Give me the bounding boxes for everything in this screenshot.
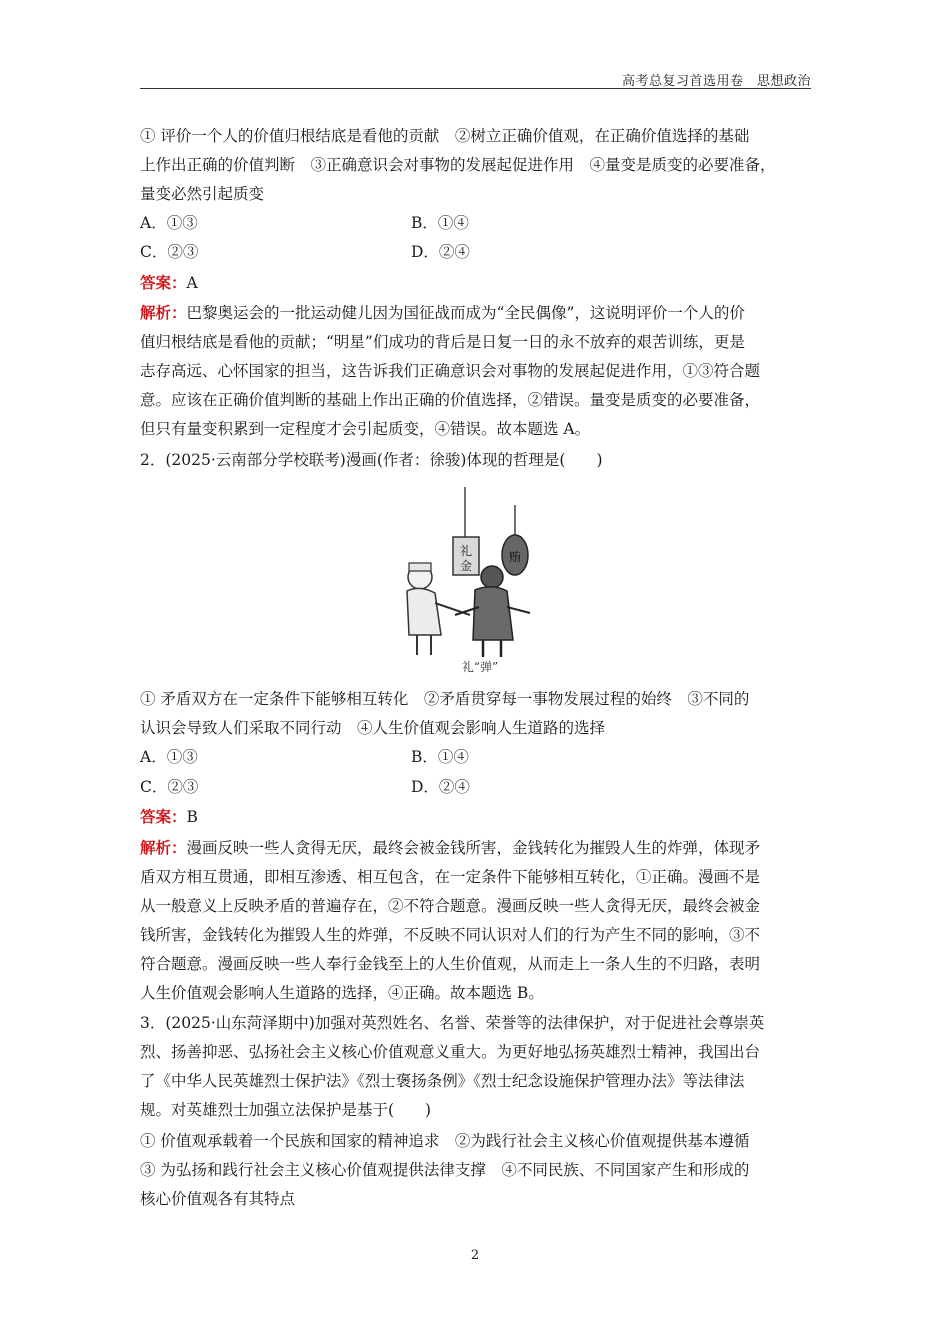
cartoon-caption: 礼“弹” bbox=[461, 660, 499, 674]
q2-option-a: A．①③ bbox=[140, 748, 198, 766]
cartoon-illustration bbox=[395, 485, 565, 675]
analysis-label: 解析： bbox=[140, 303, 187, 322]
answer-label: 答案： bbox=[140, 807, 187, 826]
q1-statement-line: 量变必然引起质变 bbox=[140, 185, 265, 203]
q2-stem: 2．(2025·云南部分学校联考)漫画(作者：徐骏)体现的哲理是( ) bbox=[140, 451, 603, 469]
q3-statement-line: 核心价值观各有其特点 bbox=[140, 1190, 296, 1208]
q1-statement-line: ① 评价一个人的价值归根结底是看他的贡献 ②树立正确价值观，在正确价值选择的基础 bbox=[140, 127, 750, 145]
q2-option-b: B．①④ bbox=[411, 748, 469, 766]
analysis-text: 漫画反映一些人贪得无厌，最终会被金钱所害，金钱转化为摧毁人生的炸弹，体现矛 bbox=[186, 839, 761, 857]
q2-analysis-line: 人生价值观会影响人生道路的选择，④正确。故本题选 B。 bbox=[140, 984, 544, 1002]
analysis-label: 解析： bbox=[140, 838, 187, 857]
q1-analysis-line: 但只有量变积累到一定程度才会引起质变，④错误。故本题选 A。 bbox=[140, 420, 591, 438]
q2-analysis-line bbox=[140, 838, 760, 858]
cartoon-figure bbox=[395, 485, 565, 675]
q2-statement-line: 认识会导致人们采取不同行动 ④人生价值观会影响人生道路的选择 bbox=[140, 719, 606, 737]
q1-answer bbox=[140, 273, 198, 293]
q2-option-d: D．②④ bbox=[411, 778, 470, 796]
receiver-body bbox=[473, 587, 513, 640]
q2-analysis-line: 从一般意义上反映矛盾的普遍存在，②不符合题意。漫画反映一些人贪得无厌，最终会被金 bbox=[140, 897, 761, 915]
q1-option-b: B．①④ bbox=[411, 214, 469, 232]
header-title: 高考总复习首选用卷 思想政治 bbox=[621, 74, 811, 89]
giver-hat bbox=[409, 563, 431, 571]
q2-statement-line: ① 矛盾双方在一定条件下能够相互转化 ②矛盾贯穿每一事物发展过程的始终 ③不同的 bbox=[140, 690, 750, 708]
q1-option-d: D．②④ bbox=[411, 243, 470, 261]
q1-option-c: C．②③ bbox=[140, 243, 199, 261]
q2-answer bbox=[140, 807, 198, 827]
q1-analysis-line: 意。应该在正确价值判断的基础上作出正确的价值选择，②错误。量变是质变的必要准备， bbox=[140, 391, 761, 409]
giver-body bbox=[407, 588, 441, 635]
page-header bbox=[140, 70, 811, 89]
q2-analysis-line: 盾双方相互贯通，即相互渗透、相互包含，在一定条件下能够相互转化，①正确。漫画不是 bbox=[140, 868, 761, 886]
q2-analysis-line: 钱所害，金钱转化为摧毁人生的炸弹，不反映不同认识对人们的行为产生不同的影响，③不 bbox=[140, 926, 761, 944]
q1-analysis-line bbox=[140, 303, 745, 323]
q1-statement-line: 上作出正确的价值判断 ③正确意识会对事物的发展起促进作用 ④量变是质变的必要准备， bbox=[140, 156, 776, 174]
envelope-label-bottom: 金 bbox=[459, 559, 473, 573]
q3-stem-line: 烈、扬善抑恶、弘扬社会主义核心价值观意义重大。为更好地弘扬英雄烈士精神，我国出台 bbox=[140, 1043, 761, 1061]
answer-label: 答案： bbox=[140, 273, 187, 292]
bomb-label: 贿 bbox=[508, 550, 522, 564]
q1-option-a: A．①③ bbox=[140, 214, 198, 232]
q3-statement-line: ③ 为弘扬和践行社会主义核心价值观提供法律支撑 ④不同民族、不同国家产生和形成的 bbox=[140, 1161, 750, 1179]
page-number: 2 bbox=[470, 1248, 480, 1263]
receiver-arm bbox=[507, 607, 530, 613]
analysis-text: 巴黎奥运会的一批运动健儿因为国征战而成为“全民偶像”，这说明评价一个人的价 bbox=[186, 304, 745, 322]
q2-analysis-line: 符合题意。漫画反映一些人奉行金钱至上的人生价值观，从而走上一条人生的不归路，表明 bbox=[140, 955, 761, 973]
answer-value: B bbox=[186, 808, 198, 826]
q3-statement-line: ① 价值观承载着一个民族和国家的精神追求 ②为践行社会主义核心价值观提供基本遵循 bbox=[140, 1132, 750, 1150]
q3-stem-line: 3．(2025·山东菏泽期中)加强对英烈姓名、名誉、荣誉等的法律保护，对于促进社会尊崇英 bbox=[140, 1014, 765, 1032]
q3-stem-line: 了《中华人民英雄烈士保护法》《烈士褒扬条例》《烈士纪念设施保护管理办法》等法律法 bbox=[140, 1072, 745, 1090]
q3-stem-line: 规。对英雄烈士加强立法保护是基于( ) bbox=[140, 1101, 432, 1119]
q1-analysis-line: 志存高远、心怀国家的担当，这告诉我们正确意识会对事物的发展起促进作用，①③符合题 bbox=[140, 362, 761, 380]
q2-option-c: C．②③ bbox=[140, 778, 199, 796]
q1-analysis-line: 值归根结底是看他的贡献；“明星”们成功的背后是日复一日的永不放弃的艰苦训练，更是 bbox=[140, 333, 745, 351]
envelope-label-top: 礼 bbox=[459, 544, 473, 558]
receiver-head bbox=[481, 566, 503, 588]
answer-value: A bbox=[186, 274, 198, 292]
giver-arm bbox=[435, 603, 470, 615]
